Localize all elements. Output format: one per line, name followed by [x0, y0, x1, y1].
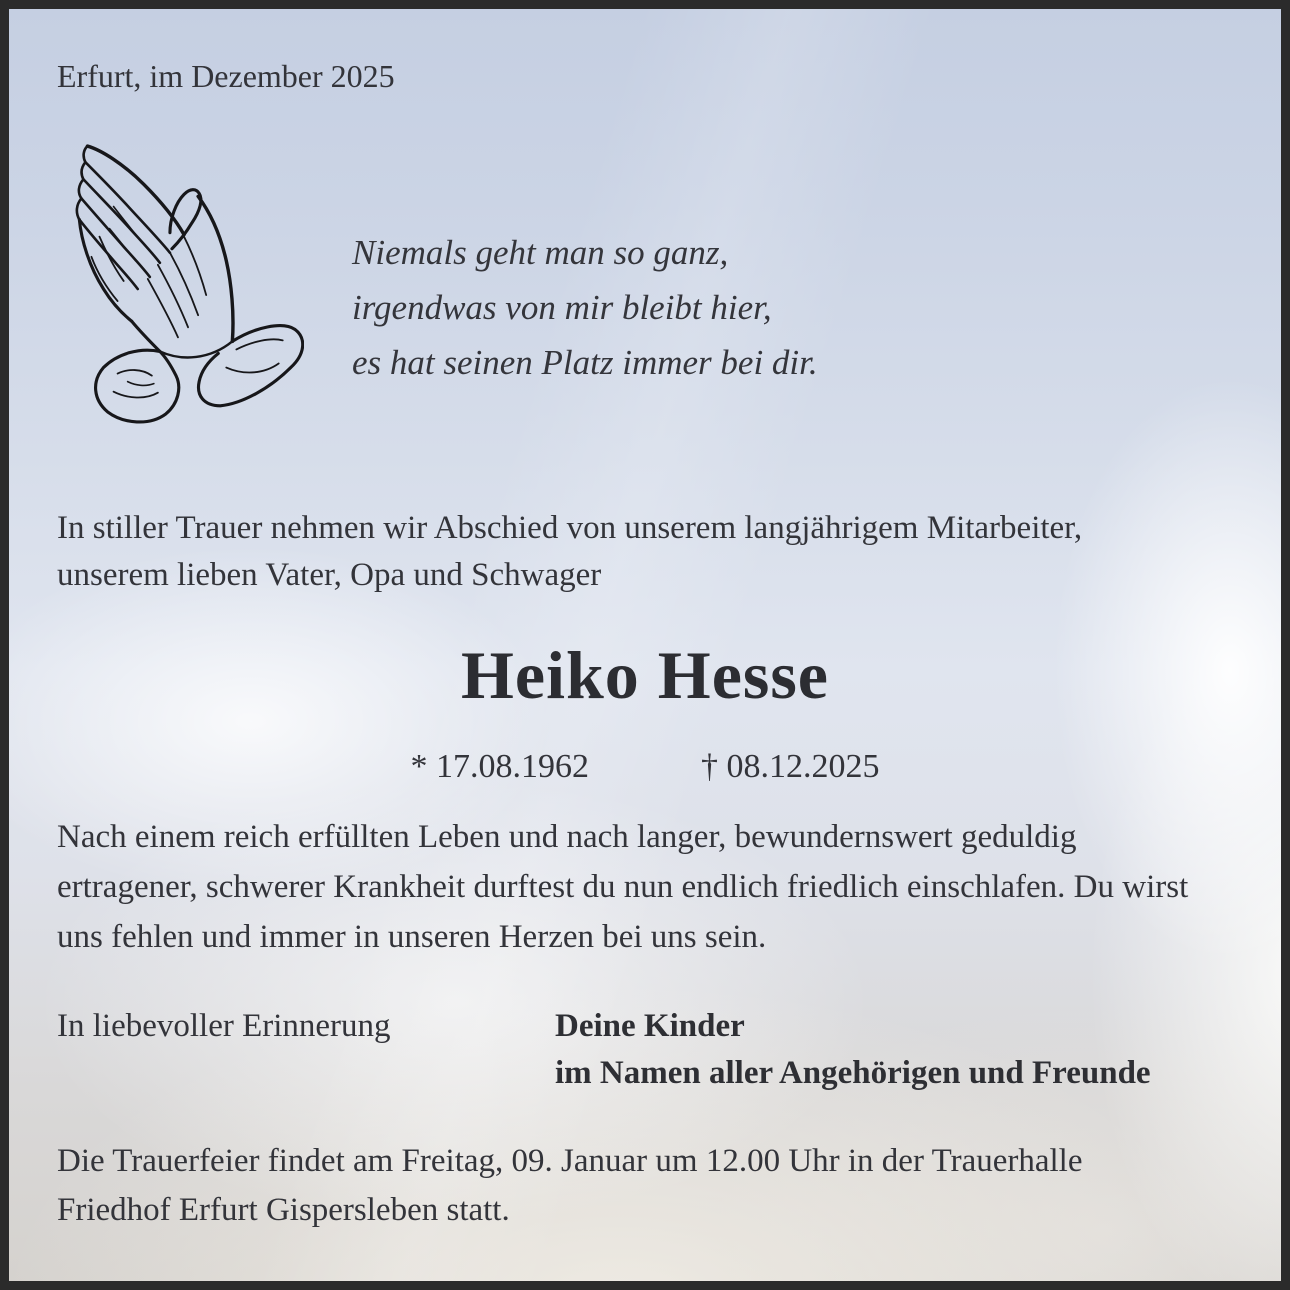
body-line: uns fehlen und immer in unseren Herzen bei uns sein.	[57, 919, 767, 955]
body-line: Nach einem reich erfüllten Leben und nach langer, bewundernswert geduldig	[57, 819, 1077, 855]
deceased-name: Heiko Hesse	[461, 637, 829, 713]
death-date-value: 08.12.2025	[726, 748, 880, 785]
death-date	[701, 745, 880, 789]
quote-line: irgendwas von mir bleibt hier,	[352, 288, 772, 327]
birth-date	[411, 745, 590, 789]
funeral-line: Friedhof Erfurt Gispersleben statt.	[57, 1192, 510, 1228]
praying-hands-icon	[52, 136, 304, 438]
birth-date-value: 17.08.1962	[436, 748, 589, 785]
mourner-line: im Namen aller Angehörigen und Freunde	[555, 1055, 1151, 1091]
mourners-block	[555, 1003, 1151, 1097]
life-dates	[9, 745, 1281, 789]
dateline: Erfurt, im Dezember 2025	[57, 58, 395, 94]
quote-line: es hat seinen Platz immer bei dir.	[352, 343, 818, 382]
body-line: ertragener, schwerer Krankheit durftest du nun endlich friedlich einschlafen. Du wirst	[57, 869, 1189, 905]
intro-line: In stiller Trauer nehmen wir Abschied von unserem langjährigem Mitarbeiter,	[57, 510, 1083, 546]
funeral-line: Die Trauerfeier findet am Freitag, 09. Januar um 12.00 Uhr in der Trauerhalle	[57, 1143, 1083, 1179]
death-cross-symbol: †	[701, 748, 718, 785]
intro-text	[57, 505, 1082, 599]
intro-line: unserem lieben Vater, Opa und Schwager	[57, 557, 602, 593]
quote-line: Niemals geht man so ganz,	[352, 233, 729, 272]
remembrance-label: In liebevoller Erinnerung	[57, 1008, 391, 1044]
mourner-line: Deine Kinder	[555, 1008, 745, 1044]
birth-star-symbol: *	[410, 748, 428, 785]
memorial-quote	[352, 225, 818, 390]
obituary-body	[57, 812, 1188, 962]
funeral-info	[57, 1137, 1083, 1235]
